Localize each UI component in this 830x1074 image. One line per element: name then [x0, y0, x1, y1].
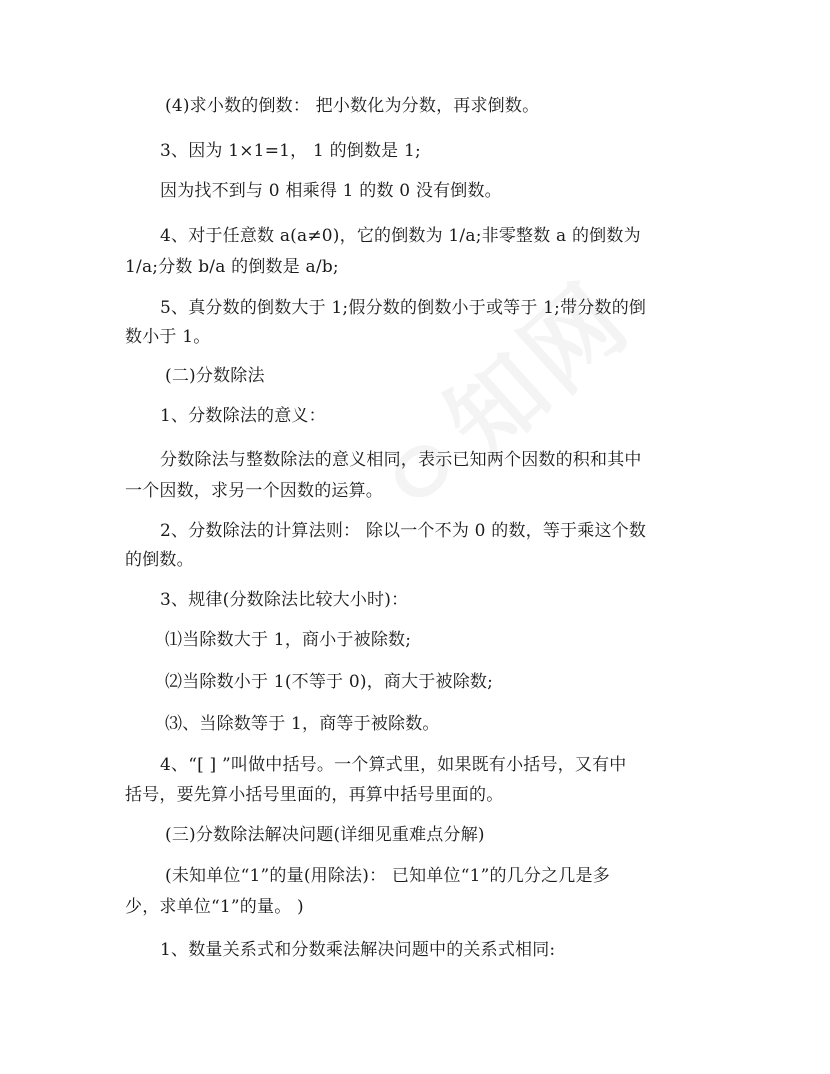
text-line: 的倒数。 [125, 550, 194, 570]
text-line: 1、数量关系式和分数乘法解决问题中的关系式相同: [160, 940, 556, 960]
text-line: 数小于 1。 [125, 327, 211, 347]
text-line: 一个因数，求另一个因数的运算。 [125, 481, 383, 501]
text-line: 因为找不到与 0 相乘得 1 的数 0 没有倒数。 [160, 181, 502, 201]
text-line: 少，求单位“1”的量。 ) [125, 897, 304, 917]
section-heading: (二)分数除法 [165, 366, 265, 386]
text-line: 2、分数除法的计算法则： 除以一个不为 0 的数，等于乘这个数 [160, 521, 647, 541]
watermark [338, 246, 655, 550]
text-line: 3、规律(分数除法比较大小时)： [160, 590, 409, 610]
text-line: 4、对于任意数 a(a≠0)，它的倒数为 1/a;非零整数 a 的倒数为 [160, 226, 641, 246]
text-line: ⑵当除数小于 1(不等于 0)，商大于被除数; [165, 672, 494, 692]
text-line: 1/a;分数 b/a 的倒数是 a/b; [125, 257, 339, 277]
text-line: 3、因为 1×1=1， 1 的倒数是 1; [160, 141, 421, 161]
text-line: 5、真分数的倒数大于 1;假分数的倒数小于或等于 1;带分数的倒 [160, 298, 647, 318]
text-line: 1、分数除法的意义： [160, 406, 326, 426]
text-line: 4、“[ ] ”叫做中括号。一个算式里，如果既有小括号，又有中 [160, 755, 627, 775]
text-line: (4)求小数的倒数： 把小数化为分数，再求倒数。 [165, 96, 540, 116]
text-line: (未知单位“1”的量(用除法)： 已知单位“1”的几分之几是多 [165, 866, 610, 886]
section-heading: (三)分数除法解决问题(详细见重难点分解) [165, 825, 485, 845]
text-line: 括号，要先算小括号里面的，再算中括号里面的。 [125, 785, 504, 805]
text-line: ⑶、当除数等于 1，商等于被除数。 [165, 714, 440, 734]
text-line: ⑴当除数大于 1，商小于被除数; [165, 630, 412, 650]
text-line: 分数除法与整数除法的意义相同，表示已知两个因数的积和其中 [160, 450, 642, 470]
